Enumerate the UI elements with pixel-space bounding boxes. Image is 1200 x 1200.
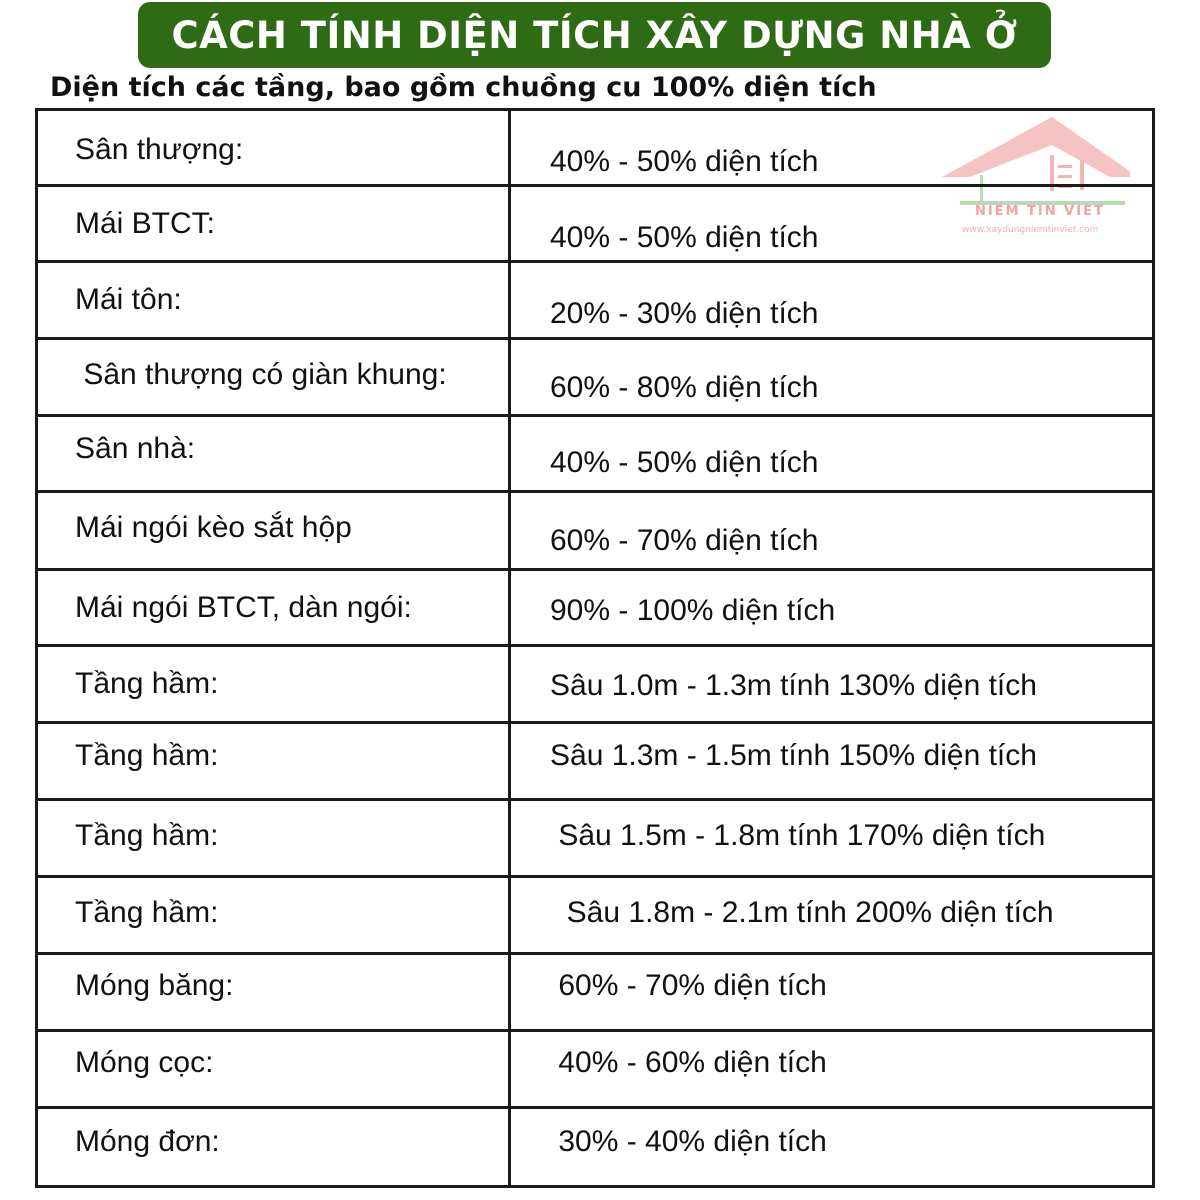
area-table xyxy=(35,108,1155,1188)
table-row xyxy=(38,340,1152,417)
row-value: 60% - 80% diện tích xyxy=(550,371,819,404)
row-label: Mái tôn: xyxy=(75,283,182,316)
row-label: Mái BTCT: xyxy=(75,207,216,240)
row-label: Sân thượng: xyxy=(75,133,244,166)
table-row xyxy=(38,878,1152,955)
row-label: Móng đơn: xyxy=(75,1125,220,1158)
column-divider xyxy=(508,955,511,1029)
row-value: 60% - 70% diện tích xyxy=(550,969,827,1002)
table-row xyxy=(38,647,1152,724)
page-title: CÁCH TÍNH DIỆN TÍCH XÂY DỰNG NHÀ Ở xyxy=(171,13,1018,57)
column-divider xyxy=(508,1109,511,1185)
row-label: Tầng hầm: xyxy=(75,667,219,700)
row-value: Sâu 1.5m - 1.8m tính 170% diện tích xyxy=(550,819,1046,852)
row-value: 40% - 60% diện tích xyxy=(550,1046,827,1079)
table-row xyxy=(38,111,1152,187)
table-row xyxy=(38,187,1152,263)
row-label: Tầng hầm: xyxy=(75,739,219,772)
table-row xyxy=(38,1032,1152,1109)
row-value: 30% - 40% diện tích xyxy=(550,1125,827,1158)
table-row xyxy=(38,571,1152,647)
column-divider xyxy=(508,340,511,414)
column-divider xyxy=(508,647,511,721)
row-value: 60% - 70% diện tích xyxy=(550,524,819,557)
row-label: Sân nhà: xyxy=(75,432,196,465)
row-label: Tầng hầm: xyxy=(75,896,219,929)
row-value: 40% - 50% diện tích xyxy=(550,221,819,254)
table-row xyxy=(38,493,1152,571)
table-row xyxy=(38,417,1152,493)
column-divider xyxy=(508,187,511,260)
table-row xyxy=(38,724,1152,801)
row-value: Sâu 1.8m - 2.1m tính 200% diện tích xyxy=(550,896,1054,929)
table-row xyxy=(38,801,1152,878)
row-value: 40% - 50% diện tích xyxy=(550,446,819,479)
column-divider xyxy=(508,571,511,644)
title-banner xyxy=(138,2,1051,68)
page-subtitle: Diện tích các tầng, bao gồm chuồng cu 100% diện tích xyxy=(50,72,877,103)
column-divider xyxy=(508,1032,511,1106)
column-divider xyxy=(508,417,511,490)
row-label: Mái ngói kèo sắt hộp xyxy=(75,511,352,544)
watermark-brand: NIEM TIN VIET xyxy=(975,204,1105,219)
row-label: Sân thượng có giàn khung: xyxy=(75,358,447,391)
row-label: Mái ngói BTCT, dàn ngói: xyxy=(75,591,412,624)
row-value: Sâu 1.3m - 1.5m tính 150% diện tích xyxy=(550,739,1037,772)
table-row xyxy=(38,1109,1152,1185)
row-value: 90% - 100% diện tích xyxy=(550,594,836,627)
column-divider xyxy=(508,724,511,798)
table-row xyxy=(38,955,1152,1032)
column-divider xyxy=(508,263,511,337)
row-value: Sâu 1.0m - 1.3m tính 130% diện tích xyxy=(550,669,1037,702)
table-row xyxy=(38,263,1152,340)
column-divider xyxy=(508,493,511,568)
watermark-url: www.xaydungniemtinviet.com xyxy=(962,225,1099,235)
row-label: Tầng hầm: xyxy=(75,819,219,852)
column-divider xyxy=(508,111,511,184)
row-label: Móng cọc: xyxy=(75,1046,214,1079)
column-divider xyxy=(508,801,511,875)
row-value: 20% - 30% diện tích xyxy=(550,297,819,330)
column-divider xyxy=(508,878,511,952)
row-value: 40% - 50% diện tích xyxy=(550,145,819,178)
row-label: Móng băng: xyxy=(75,969,234,1002)
